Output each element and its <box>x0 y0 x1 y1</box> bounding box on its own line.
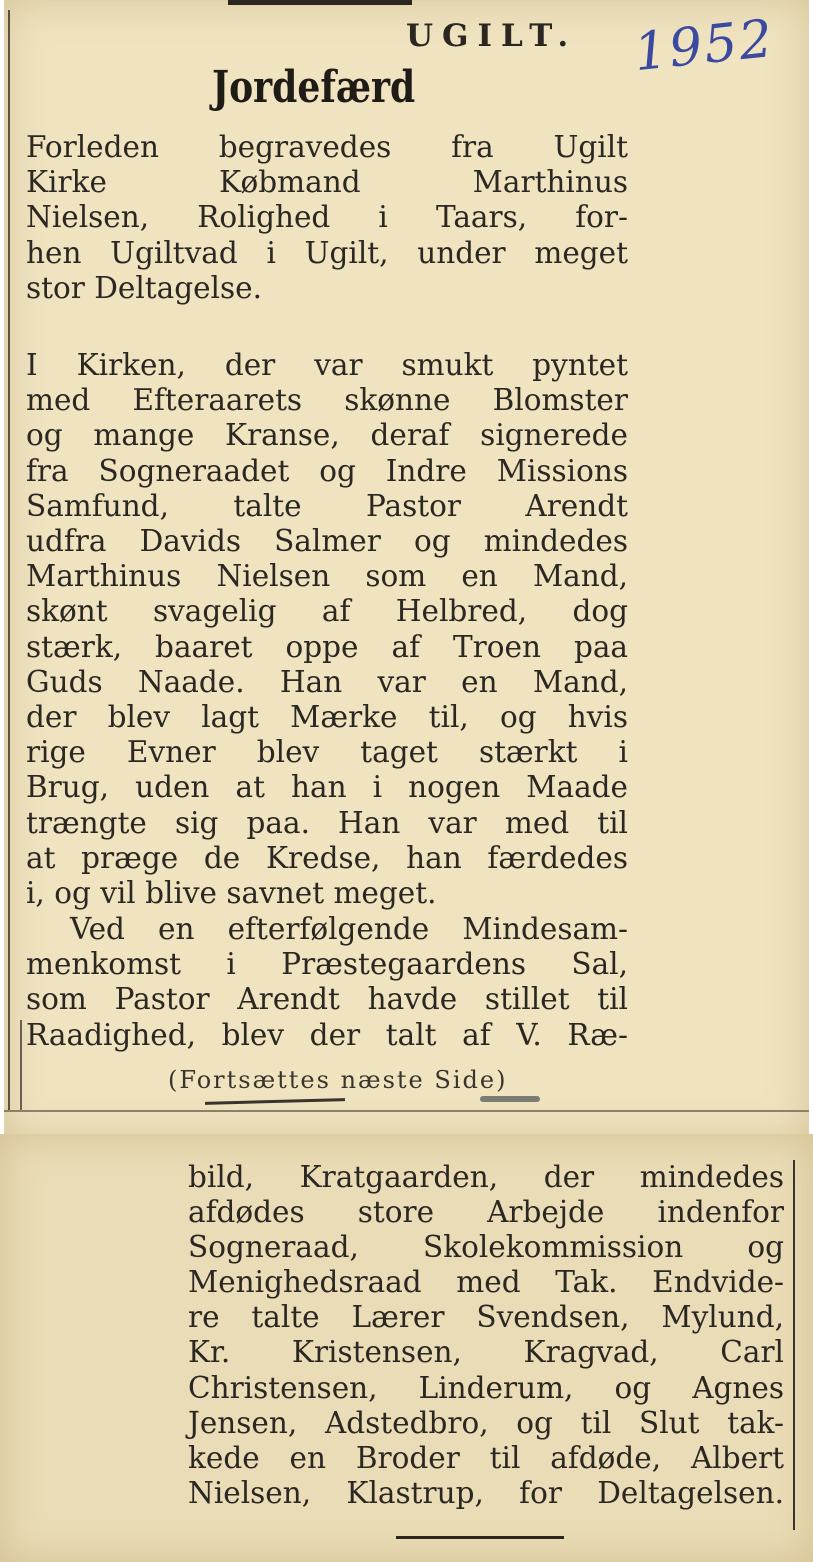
text-line: Raadighed, blev der talt af V. Ræ- <box>26 1017 628 1052</box>
continuation-paragraph <box>188 1160 784 1511</box>
column-border-right <box>793 1160 795 1530</box>
text-line: Nielsen, Rolighed i Taars, for- <box>26 200 628 235</box>
text-line: der blev lagt Mærke til, og hvis <box>26 700 628 735</box>
text-line: I Kirken, der var smukt pyntet <box>26 348 628 382</box>
text-line: kede en Broder til afdøde, Albert <box>188 1440 784 1475</box>
text-line: og mange Kranse, deraf signerede <box>26 418 628 453</box>
clipping-edge <box>4 1110 809 1112</box>
text-line: i, og vil blive savnet meget. <box>26 876 437 911</box>
column-border-left-inner <box>20 1020 22 1110</box>
text-line: Menighedsraad med Tak. Endvide- <box>188 1265 784 1300</box>
text-line: at præge de Kredse, han færdedes <box>26 840 628 875</box>
text-line: Christensen, Linderum, og Agnes <box>188 1370 784 1405</box>
text-line: Forleden begravedes fra Ugilt <box>26 130 628 164</box>
continued-note: (Fortsættes næste Side) <box>168 1066 508 1094</box>
text-line: Jensen, Adstedbro, og til Slut tak- <box>188 1405 784 1440</box>
text-line: trængte sig paa. Han var med til <box>26 805 628 840</box>
column-border-left <box>8 10 10 1110</box>
paragraph-1 <box>26 130 628 306</box>
text-line: Samfund, talte Pastor Arendt <box>26 488 628 523</box>
text-line: Guds Naade. Han var en Mand, <box>26 664 628 699</box>
staple-pin <box>480 1096 540 1102</box>
dateline: UGILT. <box>406 18 578 54</box>
text-line: Kirke Købmand Marthinus <box>26 165 628 200</box>
text-line: Sogneraad, Skolekommission og <box>188 1230 784 1265</box>
text-line: Kr. Kristensen, Kragvad, Carl <box>188 1335 784 1370</box>
text-line: Ved en efterfølgende Mindesam- <box>70 912 628 946</box>
text-line: hen Ugiltvad i Ugilt, under meget <box>26 235 628 270</box>
text-line: bild, Kratgaarden, der mindedes <box>188 1160 784 1194</box>
text-line: menkomst i Præstegaardens Sal, <box>26 947 628 982</box>
top-rule <box>228 0 412 5</box>
text-line: afdødes store Arbejde indenfor <box>188 1195 784 1230</box>
text-line: re talte Lærer Svendsen, Mylund, <box>188 1300 784 1335</box>
text-line: Brug, uden at han i nogen Maade <box>26 770 628 805</box>
text-line: rige Evner blev taget stærkt i <box>26 735 628 770</box>
text-line: Marthinus Nielsen som en Mand, <box>26 559 628 594</box>
text-line: fra Sogneraadet og Indre Missions <box>26 453 628 488</box>
text-line: som Pastor Arendt havde stillet til <box>26 982 628 1017</box>
text-line: skønt svagelig af Helbred, dog <box>26 594 628 629</box>
paragraph-2 <box>26 348 628 911</box>
end-rule <box>396 1536 564 1539</box>
paragraph-3 <box>26 912 628 1053</box>
handwritten-year: 1952 <box>631 8 778 84</box>
text-line: udfra Davids Salmer og mindedes <box>26 524 628 559</box>
text-line: stor Deltagelse. <box>26 270 262 305</box>
text-line: stærk, baaret oppe af Troen paa <box>26 629 628 664</box>
article-headline: Jordefærd <box>212 62 416 113</box>
text-line: med Efteraarets skønne Blomster <box>26 383 628 418</box>
text-line: Nielsen, Klastrup, for Deltagelsen. <box>188 1475 784 1510</box>
